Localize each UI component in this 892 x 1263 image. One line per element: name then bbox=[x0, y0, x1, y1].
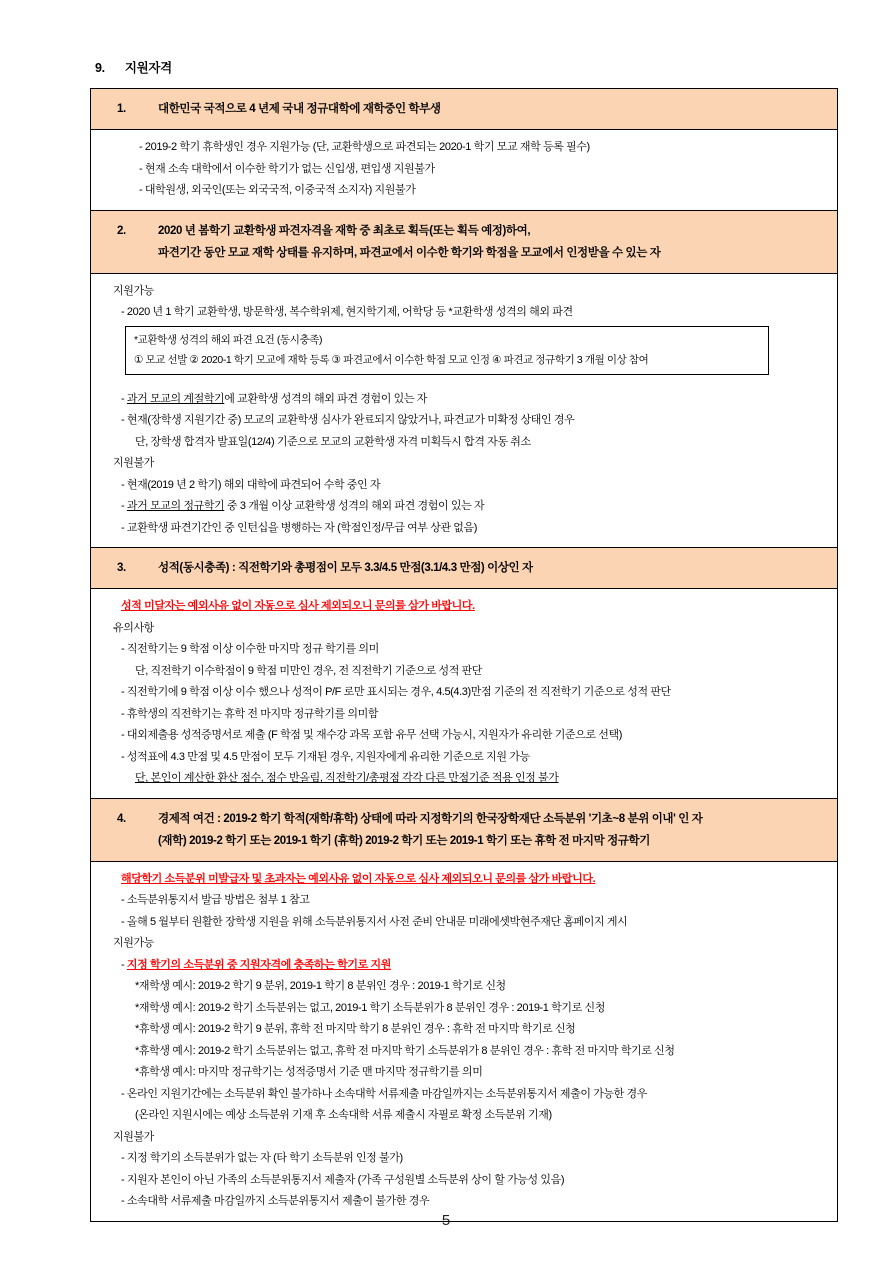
body-text: 유의사항 bbox=[113, 621, 154, 634]
body-line bbox=[91, 159, 827, 181]
body-text: *휴학생 예시: 마지막 정규학기는 성적증명서 기준 맨 마지막 정규학기를 의미 bbox=[135, 1066, 483, 1078]
body-text: *재학생 예시: 2019-2 학기 소득분위는 없고, 2019-1 학기 소득분위가 8 분위인 경우 : 2019-1 학기로 신청 bbox=[135, 1001, 605, 1014]
section-title-line: 2020 년 봄학기 교환학생 파견자격을 재학 중 최초로 획득(또는 획득 예정)하여, bbox=[158, 224, 531, 237]
section-header bbox=[91, 798, 837, 862]
body-line bbox=[91, 281, 827, 303]
body-line bbox=[91, 432, 827, 454]
body-line bbox=[91, 1191, 827, 1213]
body-text: *휴학생 예시: 2019-2 학기 9 분위, 휴학 전 마지막 학기 8 분위인 경우 : 휴학 전 마지막 학기로 신청 bbox=[135, 1023, 576, 1035]
section-header bbox=[91, 547, 837, 589]
section-number: 4. bbox=[117, 812, 126, 825]
section-header bbox=[91, 89, 837, 130]
body-line bbox=[91, 496, 827, 518]
body-line bbox=[91, 869, 827, 891]
body-text: 단, 직전학기 이수학점이 9 학점 미만인 경우, 전 직전학기 기준으로 성적 판단 bbox=[135, 664, 483, 677]
body-line bbox=[91, 1127, 827, 1149]
body-text: - 휴학생의 직전학기는 휴학 전 마지막 정규학기를 의미함 bbox=[121, 707, 379, 720]
body-text: - 지원자 본인이 아닌 가족의 소득분위통지서 제출자 (가족 구성원별 소득분위 상이 할 가능성 있음) bbox=[121, 1173, 565, 1186]
body-text: 단, 장학생 합격자 발표일(12/4) 기준으로 모교의 교환학생 자격 미획득시 합격 자동 취소 bbox=[135, 435, 531, 448]
body-line bbox=[91, 725, 827, 747]
body-text: - 대외제출용 성적증명서로 제출 (F 학점 및 재수강 과목 포함 유무 선택 가능시, 지원자가 유리한 기준으로 선택) bbox=[121, 729, 622, 741]
body-text: - 현재(장학생 지원기간 중) 모교의 교환학생 심사가 완료되지 않았거나, 파견교가 미확정 상태인 경우 bbox=[121, 414, 575, 426]
body-line bbox=[91, 302, 827, 324]
section-title bbox=[158, 557, 827, 579]
body-line bbox=[91, 1170, 827, 1192]
body-line bbox=[91, 682, 827, 704]
body-line bbox=[91, 618, 827, 640]
section-2 bbox=[91, 210, 837, 548]
body-line bbox=[91, 1019, 827, 1041]
body-line bbox=[91, 998, 827, 1020]
body-line bbox=[91, 955, 827, 977]
red-notice-text: 해당학기 소득분위 미발급자 및 초과자는 예외사유 없이 자동으로 심사 제외되오니 문의를 삼가 바랍니다. bbox=[121, 872, 596, 885]
body-text: 지원가능 bbox=[113, 284, 154, 297]
body-line bbox=[91, 180, 827, 202]
body-text: - 교환학생 파견기간인 중 인턴십을 병행하는 자 (학점인정/무급 여부 상관 없음) bbox=[121, 521, 478, 534]
body-text: - 직전학기에 9 학점 이상 이수 했으나 성적이 P/F 로만 표시되는 경우, 4.5(4.3)만점 기준의 전 직전학기 기준으로 성적 판단 bbox=[121, 686, 671, 698]
body-text: *재학생 예시: 2019-2 학기 9 분위, 2019-1 학기 8 분위인 경우 : 2019-1 학기로 신청 bbox=[135, 980, 506, 992]
body-text: - bbox=[121, 500, 127, 512]
section-title-line: 대한민국 국적으로 4 년제 국내 정규대학에 재학중인 학부생 bbox=[158, 103, 441, 115]
section-title-line: 성적(동시충족) : 직전학기와 총평점이 모두 3.3/4.5 만점(3.1/4.3 만점) 이상인 자 bbox=[158, 562, 533, 574]
section-body bbox=[91, 274, 837, 548]
body-line bbox=[91, 1041, 827, 1063]
body-text: 지원가능 bbox=[113, 937, 154, 949]
body-text: *휴학생 예시: 2019-2 학기 소득분위는 없고, 휴학 전 마지막 학기 소득분위가 8 분위인 경우 : 휴학 전 마지막 학기로 신청 bbox=[135, 1044, 675, 1057]
body-text: - 현재(2019 년 2 학기) 해외 대학에 파견되어 수학 중인 자 bbox=[121, 478, 381, 491]
body-line bbox=[91, 976, 827, 998]
body-text: - 2020 년 1 학기 교환학생, 방문학생, 복수학위제, 현지학기제, 어학당 등 *교환학생 성격의 해외 파견 bbox=[121, 306, 573, 318]
body-line bbox=[91, 518, 827, 540]
body-text: 중 3 개월 이상 교환학생 성격의 해외 파견 경험이 있는 자 bbox=[224, 500, 485, 512]
section-title bbox=[158, 220, 827, 264]
body-line bbox=[91, 137, 827, 159]
page-title bbox=[95, 58, 172, 76]
red-notice-text: 성적 미달자는 예외사유 없이 자동으로 심사 제외되오니 문의를 삼가 바랍니다. bbox=[121, 600, 475, 612]
section-title-line: 파견기간 동안 모교 재학 상태를 유지하며, 파견교에서 이수한 학기와 학점을 모교에서 인정받을 수 있는 자 bbox=[158, 246, 661, 259]
body-line bbox=[91, 1148, 827, 1170]
body-text: (온라인 지원시에는 예상 소득분위 기재 후 소속대학 서류 제출시 자필로 확정 소득분위 기재) bbox=[135, 1109, 552, 1121]
section-1 bbox=[91, 89, 837, 210]
body-line bbox=[91, 1062, 827, 1084]
section-body bbox=[91, 862, 837, 1221]
body-line bbox=[91, 1084, 827, 1106]
body-line bbox=[91, 596, 827, 618]
body-text: - 현재 소속 대학에서 이수한 학기가 없는 신입생, 편입생 지원불가 bbox=[139, 162, 435, 175]
body-line bbox=[91, 933, 827, 955]
section-body bbox=[91, 589, 837, 798]
body-line bbox=[91, 890, 827, 912]
section-body bbox=[91, 130, 837, 210]
body-text: - bbox=[121, 392, 127, 405]
body-line bbox=[91, 768, 827, 790]
section-number: 3. bbox=[117, 562, 126, 574]
body-line bbox=[91, 661, 827, 683]
section-title-line: 경제적 여건 : 2019-2 학기 학적(재학/휴학) 상태에 따라 지정학기의 한국장학재단 소득분위 '기초~8 분위 이내' 인 자 bbox=[158, 812, 703, 825]
section-title-line: (재학) 2019-2 학기 또는 2019-1 학기 (휴학) 2019-2 학기 또는 2019-1 학기 또는 휴학 전 마지막 정규학기 bbox=[158, 834, 650, 847]
requirement-box-line: ① 모교 선발 ② 2020-1 학기 모교에 재학 등록 ③ 파견교에서 이수한 학점 모교 인정 ④ 파견교 정규학기 3 개월 이상 참여 bbox=[134, 353, 649, 366]
body-line bbox=[91, 389, 827, 411]
body-line bbox=[91, 1105, 827, 1127]
body-text: 단, 본인이 계산한 환산 점수, 점수 반올림, 직전학기/총평점 각각 다른 만점기준 적용 인정 불가 bbox=[135, 772, 559, 784]
body-text: 지원불가 bbox=[113, 457, 154, 469]
body-text: - 지정 학기의 소득분위가 없는 자 (타 학기 소득분위 인정 불가) bbox=[121, 1152, 403, 1164]
section-title bbox=[158, 808, 827, 852]
body-text: 과거 모교의 정규학기 bbox=[126, 500, 225, 512]
body-text: - 올해 5 월부터 원활한 장학생 지원을 위해 소득분위통지서 사전 준비 안내문 미래에셋박현주재단 홈페이지 게시 bbox=[121, 915, 628, 928]
body-text: - 성적표에 4.3 만점 및 4.5 만점이 모두 기재된 경우, 지원자에게 유리한 기준으로 지원 가능 bbox=[121, 750, 530, 763]
section-3 bbox=[91, 547, 837, 798]
red-notice-text: 지정 학기의 소득분위 중 지원자격에 충족하는 학기로 지원 bbox=[126, 958, 391, 971]
body-text: - 대학원생, 외국인(또는 외국국적, 이중국적 소지자) 지원불가 bbox=[139, 184, 416, 196]
requirement-box-line: *교환학생 성격의 해외 파견 요건 (동시충족) bbox=[134, 333, 323, 346]
eligibility-table bbox=[90, 88, 838, 1222]
body-line bbox=[91, 639, 827, 661]
body-line bbox=[91, 475, 827, 497]
body-text: - bbox=[121, 958, 127, 971]
body-line bbox=[91, 704, 827, 726]
body-line bbox=[91, 410, 827, 432]
page-title-number: 9. bbox=[95, 61, 105, 75]
body-text: - 온라인 지원기간에는 소득분위 확인 불가하나 소속대학 서류제출 마감일까지는 소득분위통지서 제출이 가능한 경우 bbox=[121, 1087, 647, 1100]
body-text: 에 교환학생 성격의 해외 파견 경험이 있는 자 bbox=[224, 392, 427, 405]
section-number: 2. bbox=[117, 224, 126, 237]
requirement-box bbox=[125, 326, 769, 375]
body-text: - 소득분위통지서 발급 방법은 첨부 1 참고 bbox=[121, 894, 310, 906]
section-number: 1. bbox=[117, 103, 126, 115]
body-line bbox=[91, 453, 827, 475]
body-text: 과거 모교의 계절학기 bbox=[126, 392, 225, 405]
section-header bbox=[91, 210, 837, 274]
body-text: 지원불가 bbox=[113, 1130, 154, 1143]
section-4 bbox=[91, 798, 837, 1221]
body-text: - 직전학기는 9 학점 이상 이수한 마지막 정규 학기를 의미 bbox=[121, 643, 379, 655]
body-text: - 2019-2 학기 휴학생인 경우 지원가능 (단, 교환학생으로 파견되는 2020-1 학기 모교 재학 등록 필수) bbox=[139, 141, 590, 153]
body-text: - 소속대학 서류제출 마감일까지 소득분위통지서 제출이 불가한 경우 bbox=[121, 1195, 430, 1207]
body-line bbox=[91, 747, 827, 769]
section-title bbox=[158, 98, 827, 120]
page-number: 5 bbox=[441, 1212, 451, 1229]
body-line bbox=[91, 912, 827, 934]
page-title-text: 지원자격 bbox=[124, 61, 172, 75]
